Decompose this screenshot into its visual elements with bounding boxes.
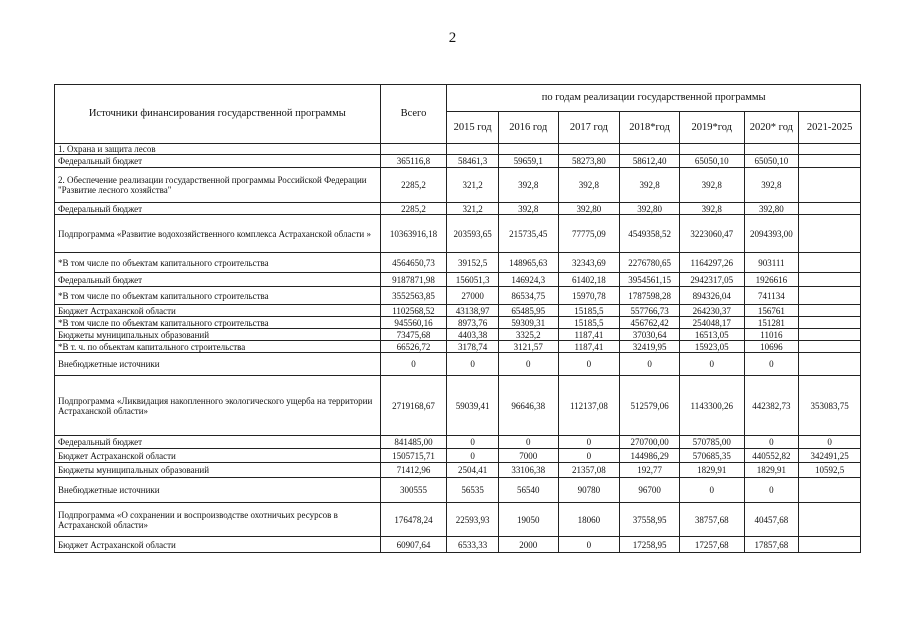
cell-year-value: 148965,63 [498, 253, 558, 273]
cell-year-value: 0 [498, 436, 558, 449]
header-total: Всего [380, 85, 447, 144]
cell-year-value: 0 [558, 537, 620, 553]
cell-year-value: 392,8 [679, 168, 744, 203]
cell-year-value: 156051,3 [447, 273, 499, 287]
cell-year-value: 1143300,26 [679, 376, 744, 436]
cell-year-value [799, 144, 861, 155]
cell-year-value [620, 144, 680, 155]
cell-year-value: 342491,25 [799, 449, 861, 463]
header-year: 2020* год [744, 112, 799, 144]
cell-total: 1102568,52 [380, 305, 447, 317]
table-row [55, 273, 861, 287]
cell-year-value: 0 [679, 478, 744, 503]
cell-year-value [447, 144, 499, 155]
cell-year-value: 392,80 [744, 203, 799, 215]
table-row [55, 253, 861, 273]
cell-year-value: 6533,33 [447, 537, 499, 553]
table-row [55, 317, 861, 329]
cell-year-value: 15923,05 [679, 341, 744, 353]
cell-year-value: 38757,68 [679, 503, 744, 537]
cell-year-value [799, 537, 861, 553]
cell-year-value: 0 [447, 449, 499, 463]
cell-year-value: 56540 [498, 478, 558, 503]
cell-year-value: 903111 [744, 253, 799, 273]
cell-year-value: 56535 [447, 478, 499, 503]
cell-year-value: 392,8 [498, 203, 558, 215]
cell-year-value: 392,8 [558, 168, 620, 203]
cell-year-value: 1829,91 [679, 463, 744, 478]
row-label: 2. Обеспечение реализации государственной программы Российской Федерации "Развитие лесного хозяйства" [55, 168, 381, 203]
cell-year-value [799, 329, 861, 341]
cell-year-value [799, 478, 861, 503]
row-label: Внебюджетные источники [55, 478, 381, 503]
cell-year-value [799, 305, 861, 317]
cell-year-value: 392,8 [620, 168, 680, 203]
cell-year-value: 43138,97 [447, 305, 499, 317]
cell-year-value: 0 [744, 478, 799, 503]
cell-year-value: 2094393,00 [744, 215, 799, 253]
cell-year-value [799, 273, 861, 287]
cell-year-value: 0 [447, 353, 499, 376]
cell-year-value: 22593,93 [447, 503, 499, 537]
cell-year-value: 3954561,15 [620, 273, 680, 287]
table-row [55, 449, 861, 463]
cell-year-value: 27000 [447, 287, 499, 305]
cell-year-value: 32343,69 [558, 253, 620, 273]
cell-year-value: 17258,95 [620, 537, 680, 553]
row-label: *В т. ч. по объектам капитального строительства [55, 341, 381, 353]
cell-year-value: 203593,65 [447, 215, 499, 253]
cell-year-value: 112137,08 [558, 376, 620, 436]
cell-year-value: 96700 [620, 478, 680, 503]
cell-total [380, 144, 447, 155]
cell-year-value: 557766,73 [620, 305, 680, 317]
cell-year-value: 77775,09 [558, 215, 620, 253]
cell-year-value: 151281 [744, 317, 799, 329]
cell-year-value: 18060 [558, 503, 620, 537]
cell-year-value [799, 253, 861, 273]
cell-year-value: 2276780,65 [620, 253, 680, 273]
cell-year-value: 65050,10 [679, 155, 744, 168]
cell-year-value: 4549358,52 [620, 215, 680, 253]
cell-year-value [498, 144, 558, 155]
cell-year-value: 59309,31 [498, 317, 558, 329]
row-label: Бюджет Астраханской области [55, 537, 381, 553]
cell-year-value [799, 155, 861, 168]
cell-total: 2719168,67 [380, 376, 447, 436]
cell-year-value [679, 144, 744, 155]
cell-year-value: 456762,42 [620, 317, 680, 329]
header-year: 2018*год [620, 112, 680, 144]
cell-total: 71412,96 [380, 463, 447, 478]
table-row [55, 144, 861, 155]
cell-year-value: 4403,38 [447, 329, 499, 341]
cell-year-value: 61402,18 [558, 273, 620, 287]
cell-year-value: 442382,73 [744, 376, 799, 436]
cell-year-value: 15970,78 [558, 287, 620, 305]
cell-total: 176478,24 [380, 503, 447, 537]
cell-total: 3552563,85 [380, 287, 447, 305]
cell-year-value: 392,8 [679, 203, 744, 215]
cell-year-value: 215735,45 [498, 215, 558, 253]
cell-year-value: 19050 [498, 503, 558, 537]
cell-year-value: 1164297,26 [679, 253, 744, 273]
table-row [55, 341, 861, 353]
cell-total: 365116,8 [380, 155, 447, 168]
cell-year-value: 58273,80 [558, 155, 620, 168]
cell-year-value: 8973,76 [447, 317, 499, 329]
cell-year-value: 15185,5 [558, 305, 620, 317]
cell-year-value: 192,77 [620, 463, 680, 478]
cell-total: 1505715,71 [380, 449, 447, 463]
row-label: Федеральный бюджет [55, 436, 381, 449]
cell-total: 66526,72 [380, 341, 447, 353]
row-label: *В том числе по объектам капитального строительства [55, 253, 381, 273]
header-years-group: по годам реализации государственной программы [447, 85, 861, 112]
cell-year-value: 1187,41 [558, 329, 620, 341]
cell-year-value: 440552,82 [744, 449, 799, 463]
cell-year-value: 2000 [498, 537, 558, 553]
cell-year-value: 2942317,05 [679, 273, 744, 287]
cell-year-value: 0 [558, 449, 620, 463]
cell-year-value: 17257,68 [679, 537, 744, 553]
row-label: Бюджет Астраханской области [55, 449, 381, 463]
cell-year-value: 156761 [744, 305, 799, 317]
cell-year-value: 512579,06 [620, 376, 680, 436]
row-label: Подпрограмма «Ликвидация накопленного экологического ущерба на территории Астраханской области» [55, 376, 381, 436]
cell-year-value [744, 144, 799, 155]
cell-year-value: 33106,38 [498, 463, 558, 478]
row-label: *В том числе по объектам капитального строительства [55, 317, 381, 329]
table-row [55, 305, 861, 317]
cell-year-value [558, 144, 620, 155]
cell-year-value [799, 341, 861, 353]
table-row [55, 155, 861, 168]
cell-year-value: 96646,38 [498, 376, 558, 436]
cell-year-value: 3178,74 [447, 341, 499, 353]
cell-year-value: 40457,68 [744, 503, 799, 537]
cell-year-value: 59659,1 [498, 155, 558, 168]
table-row [55, 463, 861, 478]
cell-total: 2285,2 [380, 168, 447, 203]
header-source: Источники финансирования государственной программы [55, 85, 381, 144]
cell-year-value: 0 [558, 436, 620, 449]
page-number: 2 [448, 30, 457, 46]
row-label: Подпрограмма «О сохранении и воспроизводстве охотничьих ресурсов в Астраханской области» [55, 503, 381, 537]
cell-year-value: 894326,04 [679, 287, 744, 305]
cell-year-value: 3325,2 [498, 329, 558, 341]
cell-year-value: 570785,00 [679, 436, 744, 449]
cell-year-value: 2504,41 [447, 463, 499, 478]
financing-table [54, 84, 861, 553]
cell-year-value: 1829,91 [744, 463, 799, 478]
table-row [55, 353, 861, 376]
cell-total: 4564650,73 [380, 253, 447, 273]
header-year: 2015 год [447, 112, 499, 144]
table-row [55, 478, 861, 503]
cell-year-value: 7000 [498, 449, 558, 463]
cell-total: 9187871,98 [380, 273, 447, 287]
row-label: Бюджеты муниципальных образований [55, 329, 381, 341]
cell-year-value: 392,80 [558, 203, 620, 215]
cell-year-value: 0 [744, 436, 799, 449]
cell-year-value: 58612,40 [620, 155, 680, 168]
header-year: 2019*год [679, 112, 744, 144]
cell-total: 945560,16 [380, 317, 447, 329]
cell-year-value: 3223060,47 [679, 215, 744, 253]
cell-year-value [799, 353, 861, 376]
table-row [55, 329, 861, 341]
cell-year-value: 0 [799, 436, 861, 449]
cell-year-value: 11016 [744, 329, 799, 341]
cell-year-value: 1787598,28 [620, 287, 680, 305]
cell-year-value: 392,8 [498, 168, 558, 203]
table-row [55, 503, 861, 537]
row-label: Подпрограмма «Развитие водохозяйственного комплекса Астраханской области » [55, 215, 381, 253]
cell-total: 300555 [380, 478, 447, 503]
cell-year-value: 10696 [744, 341, 799, 353]
cell-year-value: 65485,95 [498, 305, 558, 317]
cell-year-value [799, 215, 861, 253]
cell-year-value: 1187,41 [558, 341, 620, 353]
cell-year-value: 0 [744, 353, 799, 376]
header-year: 2021-2025 [799, 112, 861, 144]
cell-year-value: 270700,00 [620, 436, 680, 449]
cell-year-value: 32419,95 [620, 341, 680, 353]
cell-total: 0 [380, 353, 447, 376]
cell-year-value: 144986,29 [620, 449, 680, 463]
row-label: Бюджет Астраханской области [55, 305, 381, 317]
cell-year-value: 58461,3 [447, 155, 499, 168]
cell-total: 2285,2 [380, 203, 447, 215]
cell-year-value [799, 168, 861, 203]
cell-year-value: 321,2 [447, 168, 499, 203]
cell-year-value: 570685,35 [679, 449, 744, 463]
cell-year-value: 17857,68 [744, 537, 799, 553]
table-row [55, 376, 861, 436]
row-label: Внебюджетные источники [55, 353, 381, 376]
cell-year-value: 39152,5 [447, 253, 499, 273]
cell-year-value: 392,80 [620, 203, 680, 215]
header-year: 2017 год [558, 112, 620, 144]
table-row [55, 168, 861, 203]
row-label: *В том числе по объектам капитального строительства [55, 287, 381, 305]
cell-year-value: 0 [620, 353, 680, 376]
cell-total: 841485,00 [380, 436, 447, 449]
cell-year-value: 37030,64 [620, 329, 680, 341]
cell-year-value: 15185,5 [558, 317, 620, 329]
cell-year-value: 392,8 [744, 168, 799, 203]
cell-year-value [799, 287, 861, 305]
cell-year-value: 254048,17 [679, 317, 744, 329]
cell-year-value: 16513,05 [679, 329, 744, 341]
table-row [55, 436, 861, 449]
cell-year-value: 0 [558, 353, 620, 376]
table-row [55, 203, 861, 215]
cell-total: 60907,64 [380, 537, 447, 553]
cell-year-value: 0 [679, 353, 744, 376]
cell-year-value [799, 503, 861, 537]
cell-year-value: 741134 [744, 287, 799, 305]
row-label: Федеральный бюджет [55, 203, 381, 215]
cell-year-value [799, 203, 861, 215]
cell-year-value: 146924,3 [498, 273, 558, 287]
cell-year-value: 21357,08 [558, 463, 620, 478]
cell-year-value: 10592,5 [799, 463, 861, 478]
row-label: Федеральный бюджет [55, 273, 381, 287]
cell-year-value: 3121,57 [498, 341, 558, 353]
table-row [55, 287, 861, 305]
cell-year-value: 65050,10 [744, 155, 799, 168]
cell-year-value: 264230,37 [679, 305, 744, 317]
cell-year-value: 86534,75 [498, 287, 558, 305]
table-row [55, 215, 861, 253]
row-label: 1. Охрана и защита лесов [55, 144, 381, 155]
cell-total: 10363916,18 [380, 215, 447, 253]
cell-year-value: 1926616 [744, 273, 799, 287]
row-label: Федеральный бюджет [55, 155, 381, 168]
row-label: Бюджеты муниципальных образований [55, 463, 381, 478]
cell-year-value: 353083,75 [799, 376, 861, 436]
cell-year-value: 59039,41 [447, 376, 499, 436]
cell-year-value: 321,2 [447, 203, 499, 215]
cell-year-value [799, 317, 861, 329]
table-row [55, 537, 861, 553]
cell-year-value: 37558,95 [620, 503, 680, 537]
cell-year-value: 0 [447, 436, 499, 449]
cell-total: 73475,68 [380, 329, 447, 341]
cell-year-value: 90780 [558, 478, 620, 503]
header-year: 2016 год [498, 112, 558, 144]
cell-year-value: 0 [498, 353, 558, 376]
